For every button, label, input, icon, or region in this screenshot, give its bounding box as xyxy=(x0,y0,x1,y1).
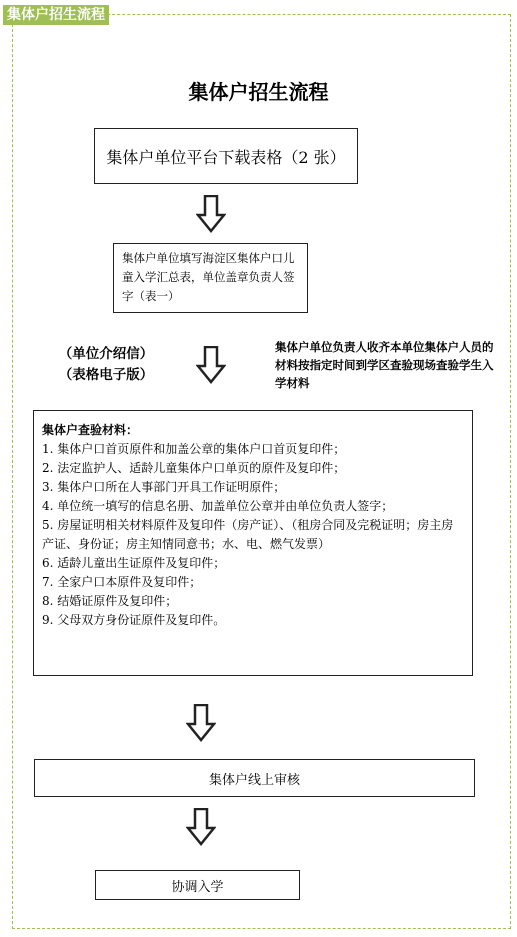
step-coordinate-enrollment-label: 协调入学 xyxy=(171,879,224,895)
down-arrow-4 xyxy=(186,808,216,846)
section-tag: 集体户招生流程 xyxy=(3,5,109,25)
note-right: 集体户单位负责人收齐本单位集体户人员的材料按指定时间到学区查验现场查验学生入学材料 xyxy=(275,340,494,390)
down-arrow-1 xyxy=(196,195,226,233)
step-coordinate-enrollment xyxy=(95,870,300,900)
material-item: 8. 结婚证原件及复印件； xyxy=(42,594,178,608)
diagram-title: 集体户招生流程 xyxy=(188,80,329,104)
materials-heading: 集体户查验材料： xyxy=(42,423,139,437)
step-online-review xyxy=(34,759,475,797)
step-online-review-label: 集体户线上审核 xyxy=(208,772,300,788)
material-item: 3. 集体户口所在人事部门开具工作证明原件； xyxy=(42,480,286,494)
down-arrow-2 xyxy=(196,346,226,384)
step-fill-summary-label: 集体户单位填写海淀区集体户口儿童入学汇总表，单位盖章负责人签字（表一） xyxy=(122,251,295,303)
note-left xyxy=(46,344,166,386)
material-item: 2. 法定监护人、适龄儿童集体户口单页的原件及复印件； xyxy=(42,461,346,475)
note-left-line2: （表格电子版） xyxy=(58,367,154,383)
note-left-line1: （单位介绍信） xyxy=(58,346,154,362)
material-item: 6. 适龄儿童出生证原件及复印件； xyxy=(42,556,226,570)
down-arrow-3 xyxy=(186,704,216,742)
step-verification-materials xyxy=(33,410,473,676)
material-item: 4. 单位统一填写的信息名册、加盖单位公章并由单位负责人签字； xyxy=(42,499,394,513)
step-download-forms xyxy=(94,128,358,184)
step-fill-summary xyxy=(113,243,308,313)
step-download-forms-label: 集体户单位平台下载表格（2 张） xyxy=(106,147,346,167)
material-item: 5. 房屋证明相关材料原件及复印件（房产证）、（租房合同及完税证明；房主房产证、身份证；房主知情同意书；水、电、燃气发票） xyxy=(42,518,454,551)
material-item: 1. 集体户口首页原件和加盖公章的集体户口首页复印件； xyxy=(42,442,346,456)
material-item: 7. 全家户口本原件及复印件； xyxy=(42,575,202,589)
material-item: 9. 父母双方身份证原件及复印件。 xyxy=(42,613,226,627)
